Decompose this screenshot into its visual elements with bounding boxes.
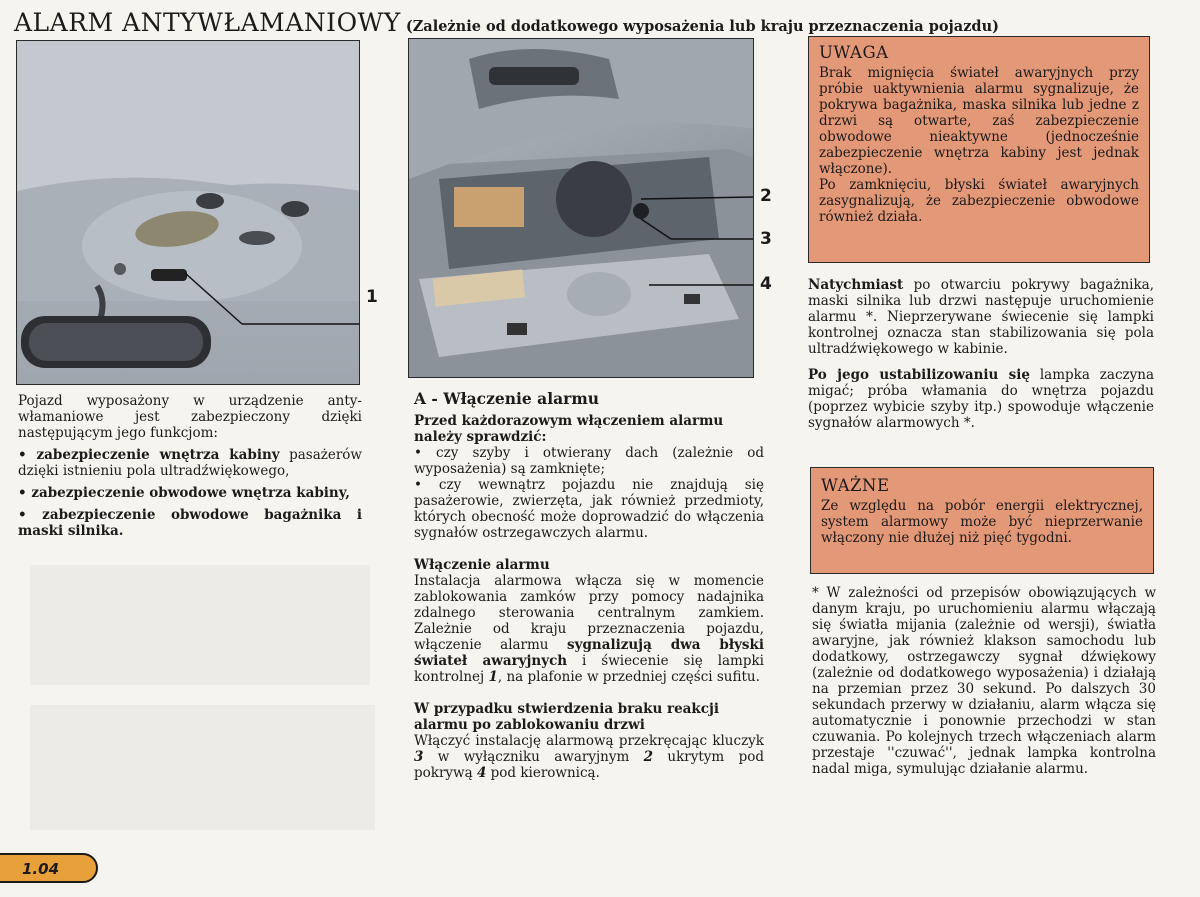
feature-item-2 xyxy=(18,485,362,501)
feature-item-1-rest: pasażerów dzięki istnieniu pola ultradźwiękowego, xyxy=(18,447,362,479)
operation-text-1-bold: Natychmiast xyxy=(808,277,904,293)
warning-heading: UWAGA xyxy=(819,43,889,62)
activation-text-2: i świecenie się lampki kontrolnej xyxy=(414,653,765,685)
title-sub: (Zależnie od dodatkowego wyposażenia lub kraju przeznaczenia pojazdu) xyxy=(405,18,999,35)
intro-text: Pojazd wyposażony w urządzenie anty-włamaniowe jest zabezpieczony dzięki następującym jego funkcjom: xyxy=(18,393,362,441)
page-number: 1.04 xyxy=(22,860,60,878)
show-through-box xyxy=(30,705,375,830)
fail-ref-4: 4 xyxy=(476,765,487,781)
callout-4: 4 xyxy=(760,274,772,294)
important-heading: WAŻNE xyxy=(821,476,890,495)
check-item-2: • czy wewnątrz pojazdu nie znajdują się pasażerowie, zwierzęta, jak również przedmioty, których obecność może doprowadzić do włączenia sygnałów ostrzegawczych alarmu. xyxy=(414,477,764,541)
operation-text-2-rest: lampka zaczyna migać; próba włamania do wnętrza pojazdu (poprzez wybicie szyby itp.) spowoduje włączenie sygnałów alarmowych *. xyxy=(808,367,1155,431)
dashboard-panel-illustration xyxy=(409,39,754,378)
operation-text-2-bold: Po jego ustabilizowaniu się xyxy=(808,367,1030,383)
fail-text xyxy=(414,733,764,781)
callout-1: 1 xyxy=(366,287,378,307)
operation-text-1 xyxy=(808,277,1154,357)
column-operation xyxy=(808,277,1154,437)
fail-text-3: ukrytym pod pokrywą xyxy=(414,749,764,781)
section-heading-a: A - Włączenie alarmu xyxy=(414,389,599,408)
feature-item-3 xyxy=(18,507,362,539)
fail-ref-2: 2 xyxy=(643,749,654,765)
callout-2: 2 xyxy=(760,186,772,206)
photo-roof-console xyxy=(16,40,360,385)
warning-text-1: Brak mignięcia świateł awaryjnych przy próbie uaktywnienia alarmu sygnalizuje, że pokrywa bagażnika, maska silnika lub jedne z drzwi są otwarte, zaś zabezpieczenie obwodowe nieaktywne (jednocześnie zabezpieczenie wnętrza kabiny jest jednak włączone). xyxy=(819,65,1139,177)
feature-item-3-bold: • zabezpieczenie obwodowe bagażnika i maski silnika. xyxy=(18,507,362,539)
fail-text-1: Włączyć instalację alarmową przekręcając kluczyk xyxy=(414,733,764,749)
warning-box xyxy=(808,36,1150,263)
check-item-1: • czy szyby i otwierany dach (zależnie od wyposażenia) są zamknięte; xyxy=(414,445,764,477)
feature-item-1-bold: • zabezpieczenie wnętrza kabiny xyxy=(18,447,280,463)
fail-ref-3: 3 xyxy=(414,749,424,765)
page-number-tab xyxy=(0,853,98,883)
title-main: ALARM ANTYWŁAMANIOWY xyxy=(14,8,401,37)
warning-text-2: Po zamknięciu, błyski świateł awaryjnych zasygnalizują, że zabezpieczenie obwodowe również działa. xyxy=(819,177,1139,225)
activation-text-bold: sygnalizują dwa błyski świateł awaryjnych xyxy=(414,637,764,669)
photo-dashboard-panel xyxy=(408,38,754,378)
activation-ref-1: 1 xyxy=(488,669,498,685)
feature-item-1 xyxy=(18,447,362,479)
activation-text-1: Instalacja alarmowa włącza się w momencie zablokowania zamków przy pomocy nadajnika zdalnego sterowania centralnym zamkiem. Zależnie od kraju przeznaczenia pojazdu, włączenie alarmu xyxy=(414,573,764,653)
callout-3: 3 xyxy=(760,229,772,249)
feature-item-2-bold: • zabezpieczenie obwodowe wnętrza kabiny, xyxy=(18,485,350,501)
column-footnote xyxy=(812,585,1156,783)
operation-text-1-rest: po otwarciu pokrywy bagażnika, maski silnika lub drzwi następuje uruchomienie alarmu *. Nieprzerywane świecenie się lampki kontrolnej oznacza stan stabilizowania się pola ultradźwiękowego w kabinie. xyxy=(808,277,1154,357)
column-activation xyxy=(414,391,764,787)
show-through-area xyxy=(30,565,370,685)
activation-text xyxy=(414,573,764,685)
column-intro xyxy=(18,393,362,545)
page-title xyxy=(14,8,1164,37)
important-box xyxy=(810,467,1154,574)
activation-text-3: , na plafonie w przedniej części sufitu. xyxy=(497,669,760,685)
roof-console-illustration xyxy=(17,41,360,385)
check-heading: Przed każdorazowym włączeniem alarmu należy sprawdzić: xyxy=(414,413,724,445)
fail-text-2: w wyłączniku awaryjnym xyxy=(423,749,644,765)
fail-text-4: pod kierownicą. xyxy=(486,765,600,781)
footnote-text: * W zależności od przepisów obowiązujących w danym kraju, po uruchomieniu alarmu włączają się światła mijania (zależnie od wersji), światła awaryjne, jak również klakson samochodu lub dodatkowy, ostrzegawczy sygnał dźwiękowy (zależnie od dodatkowego wyposażenia) i działają na przemian przez 30 sekund. Po dalszych 30 sekundach przerwy w działaniu, alarm włącza się automatycznie i ponownie przechodzi w stan czuwania. Po kolejnych trzech włączeniach alarm przestaje ''czuwać'', jednak lampka kontrolna nadal miga, symulując działanie alarmu. xyxy=(812,585,1156,777)
important-text: Ze względu na pobór energii elektrycznej, system alarmowy może być nieprzerwanie włączony nie dłużej niż pięć tygodni. xyxy=(821,498,1143,546)
operation-text-2 xyxy=(808,367,1154,431)
fail-heading: W przypadku stwierdzenia braku reakcji alarmu po zablokowaniu drzwi xyxy=(414,701,719,733)
activation-heading: Włączenie alarmu xyxy=(414,557,550,573)
